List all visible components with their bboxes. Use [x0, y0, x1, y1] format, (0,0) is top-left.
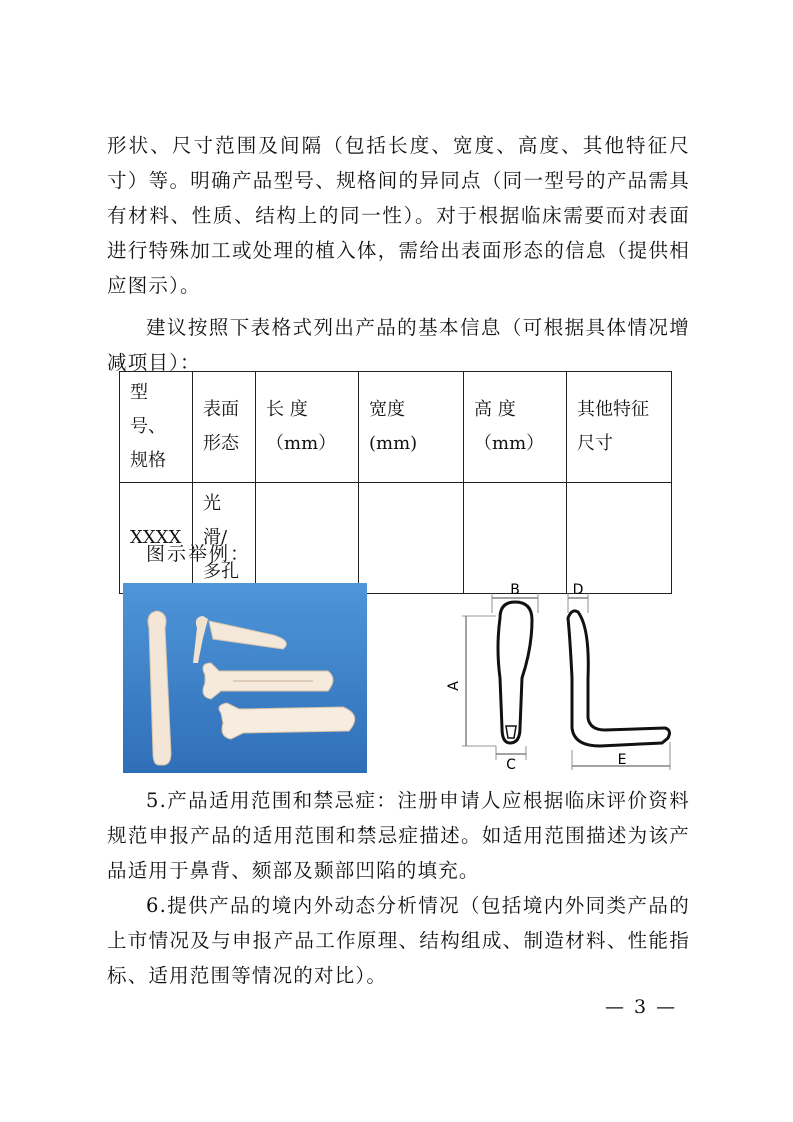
dimension-label-c: C — [506, 757, 516, 773]
header-other-features: 其他特征尺寸 — [567, 372, 672, 483]
dimension-label-b: B — [510, 582, 520, 598]
paragraph-scope-contraindications: 5.产品适用范围和禁忌症：注册申请人应根据临床评价资料规范申报产品的适用范围和禁忌症描述。如适用范围描述为该产品适用于鼻背、颏部及颞部凹陷的填充。 — [107, 789, 690, 882]
header-model-spec: 型号、规格 — [120, 372, 193, 483]
dimension-label-d: D — [572, 582, 584, 598]
header-surface-form: 表面形态 — [193, 372, 256, 483]
cell-surface: 光滑/多孔 — [193, 483, 256, 594]
paragraph-shape-dimensions: 形状、尺寸范围及间隔（包括长度、宽度、高度、其他特征尺寸）等。明确产品型号、规格间的异同点（同一型号的产品需具有材料、性质、结构上的同一性）。对于根据临床需要而对表面进行特殊加工或处理的植入体，需给出表面形态的信息（提供相应图示）。 — [107, 134, 690, 297]
figure-caption: 图示举例： — [146, 543, 252, 565]
header-height: 高 度（mm） — [464, 372, 567, 483]
cell-other — [567, 483, 672, 594]
table-header-row — [120, 372, 672, 483]
cell-width — [359, 483, 464, 594]
page-number: — 3 — — [605, 996, 678, 1018]
dimension-label-e: E — [617, 752, 627, 768]
implant-photo — [123, 583, 367, 773]
header-width: 宽度(mm) — [359, 372, 464, 483]
dimension-label-a: A — [446, 681, 462, 691]
header-length: 长 度（mm） — [256, 372, 359, 483]
cell-height — [464, 483, 567, 594]
paragraph-table-intro: 建议按照下表格式列出产品的基本信息（可根据具体情况增减项目）： — [107, 316, 690, 374]
implant-dimension-diagram — [440, 578, 695, 773]
cell-length — [256, 483, 359, 594]
paragraph-market-analysis: 6.提供产品的境内外动态分析情况（包括境内外同类产品的上市情况及与申报产品工作原理、结构组成、制造材料、性能指标、适用范围等情况的对比）。 — [107, 894, 690, 987]
cell-model: XXXX — [120, 483, 193, 594]
